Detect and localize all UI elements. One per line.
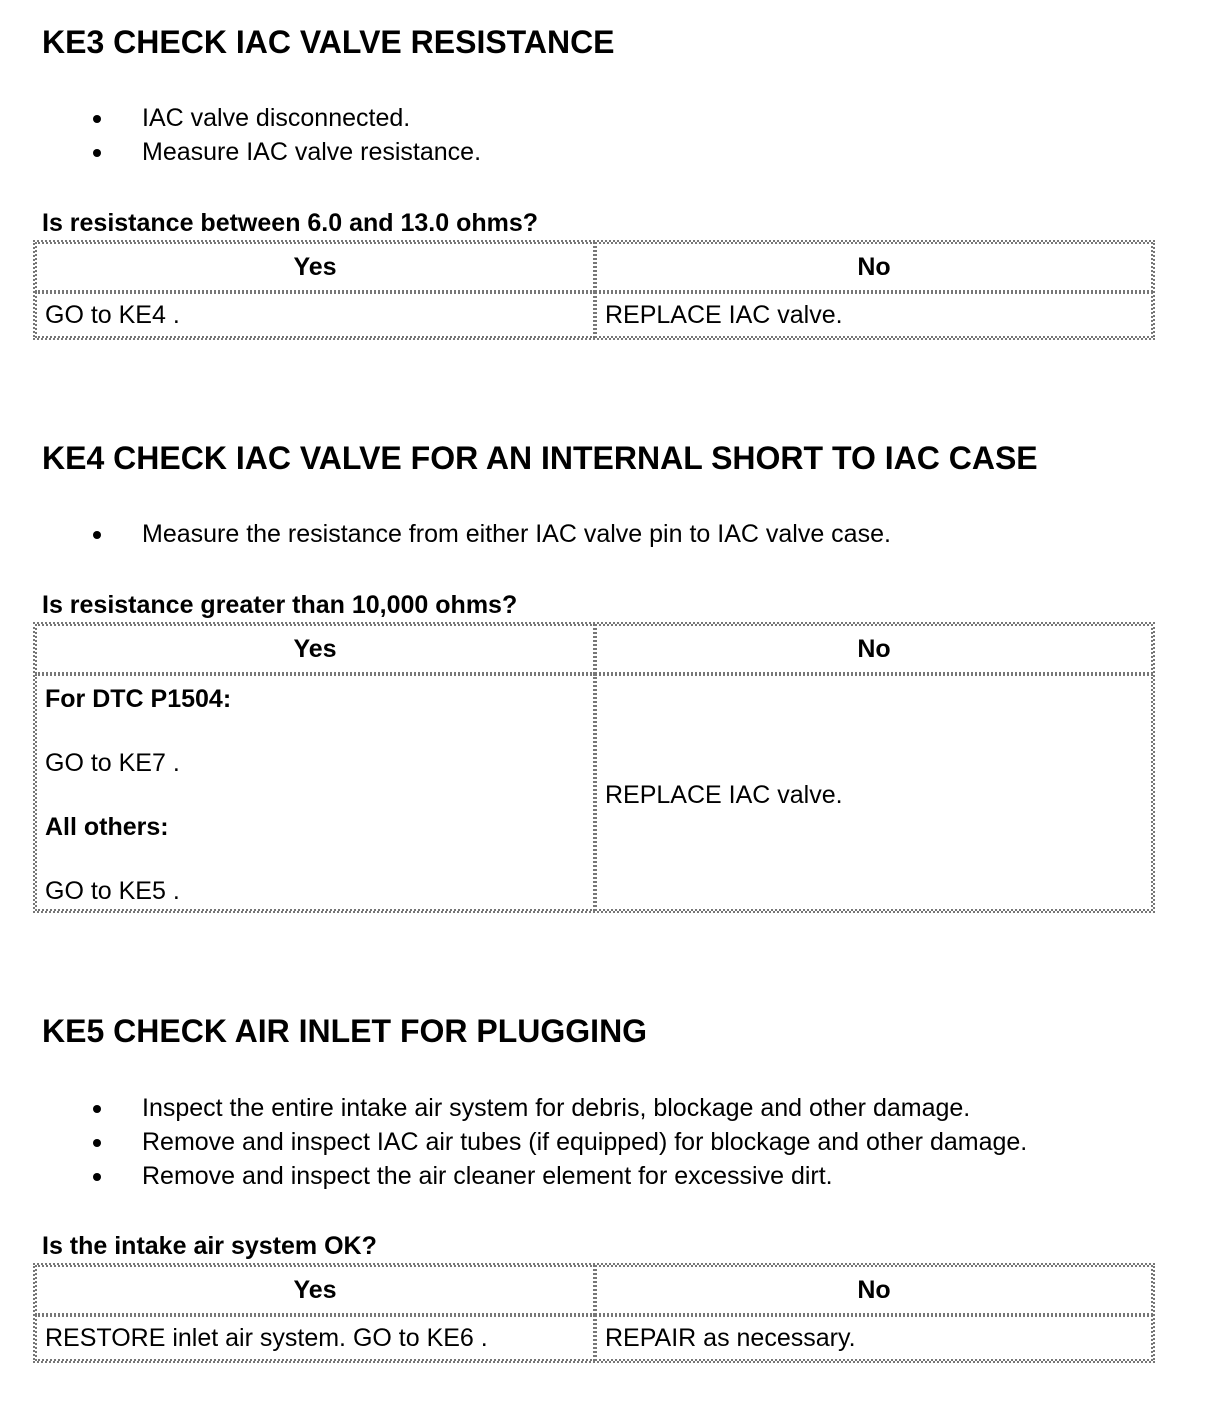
section-title-ke3: KE3 CHECK IAC VALVE RESISTANCE (42, 24, 615, 60)
question-ke3: Is resistance between 6.0 and 13.0 ohms? (42, 209, 539, 237)
table-cell-no: REPLACE IAC valve. (595, 674, 1153, 911)
question-ke5: Is the intake air system OK? (42, 1232, 377, 1260)
question-ke4: Is resistance greater than 10,000 ohms? (42, 591, 518, 619)
table-header-no: No (595, 624, 1153, 674)
table-header-no: No (595, 1265, 1153, 1315)
table-cell-yes: GO to KE4 . (35, 292, 595, 338)
bullet-icon (93, 1105, 101, 1113)
table-header-yes: Yes (35, 242, 595, 292)
section-title-ke5: KE5 CHECK AIR INLET FOR PLUGGING (42, 1013, 648, 1049)
decision-table-ke5 (33, 1263, 1155, 1363)
decision-table-ke4 (33, 622, 1155, 913)
table-cell-yes: For DTC P1504: GO to KE7 . All others: GO to KE5 . (35, 674, 595, 911)
bullet-icon (93, 1139, 101, 1147)
table-cell-no: REPLACE IAC valve. (595, 292, 1153, 338)
bullet-icon (93, 531, 101, 539)
table-cell-no: REPAIR as necessary. (595, 1315, 1153, 1361)
bullet-icon (93, 1173, 101, 1181)
bullet-icon (93, 149, 101, 157)
table-header-yes: Yes (35, 1265, 595, 1315)
table-header-no: No (595, 242, 1153, 292)
table-cell-yes: RESTORE inlet air system. GO to KE6 . (35, 1315, 595, 1361)
section-title-ke4: KE4 CHECK IAC VALVE FOR AN INTERNAL SHORT TO IAC CASE (42, 440, 1038, 476)
bullet-icon (93, 115, 101, 123)
decision-table-ke3 (33, 240, 1155, 340)
table-header-yes: Yes (35, 624, 595, 674)
